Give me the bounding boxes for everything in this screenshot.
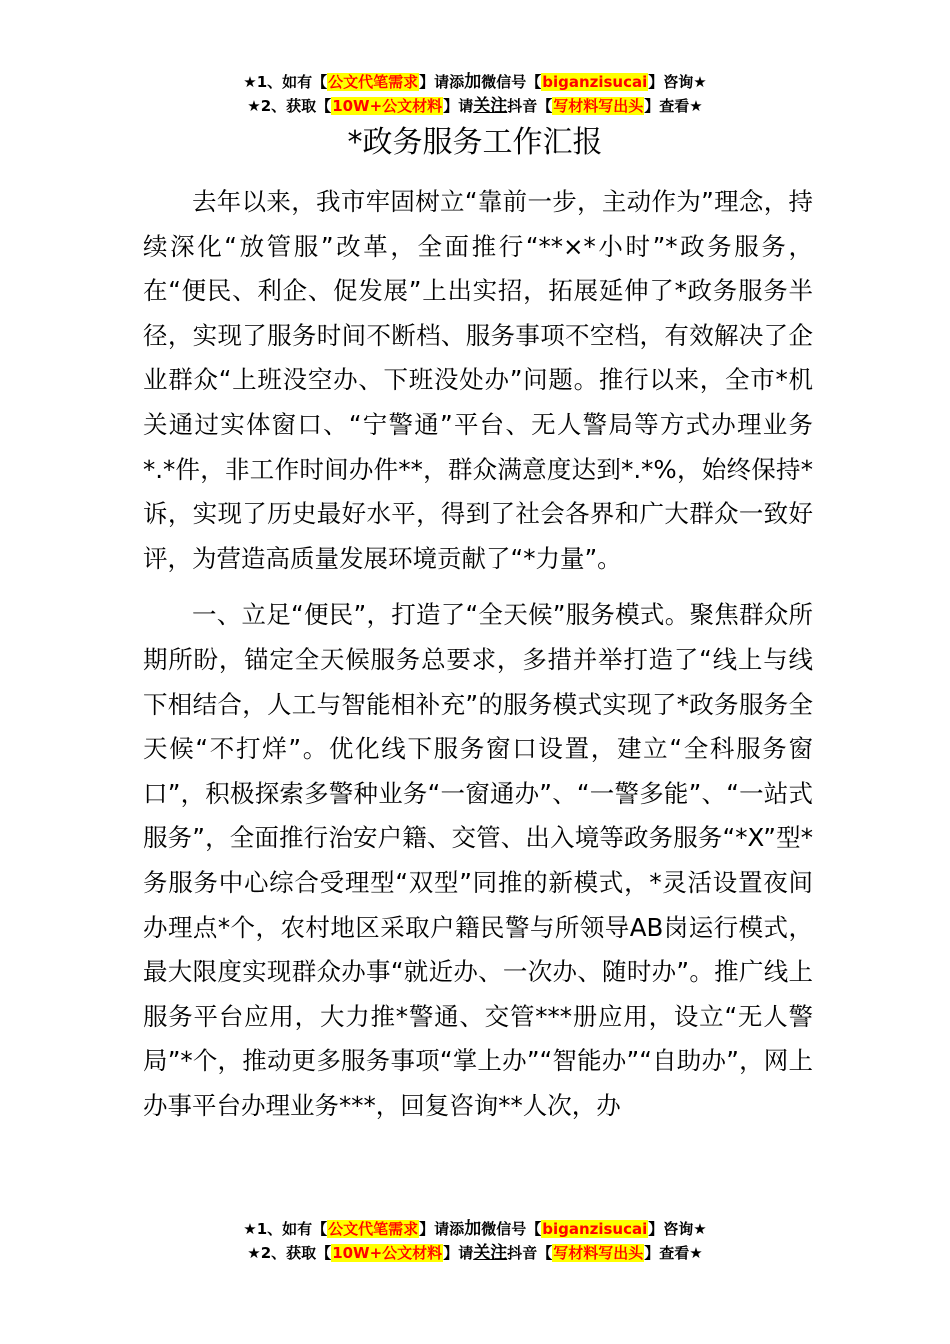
promo-text: ★2、获取【: [247, 1244, 332, 1262]
promo-emphasis: 关注: [473, 1243, 508, 1263]
promo-highlight: 写材料写出头: [553, 97, 644, 115]
promo-emphasis: 加: [464, 72, 482, 92]
promo-text: 】请: [443, 1244, 474, 1262]
promo-text: 】查看★: [644, 1244, 703, 1262]
promo-highlight: 10W+公文材料: [332, 1244, 443, 1262]
promo-text: 】请: [443, 97, 474, 115]
promo-highlight: biganzisucai: [542, 73, 648, 91]
promo-text: 】咨询★: [648, 73, 707, 91]
promo-highlight: 写材料写出头: [553, 1244, 644, 1262]
promo-line-2: [0, 94, 950, 118]
promo-text: 微信号【: [481, 73, 542, 91]
promo-text: 抖音【: [507, 97, 553, 115]
promo-line-1: [0, 70, 950, 94]
promo-text: 】咨询★: [648, 1220, 707, 1238]
promo-emphasis: 关注: [473, 96, 508, 116]
promo-emphasis: 加: [464, 1219, 482, 1239]
promo-highlight: 公文代笔需求: [328, 73, 419, 91]
promo-text: 】请添: [419, 1220, 465, 1238]
promo-text: 】请添: [419, 73, 465, 91]
document-title: *政务服务工作汇报: [347, 125, 603, 160]
promo-text: ★1、如有【: [243, 73, 328, 91]
promo-highlight: 公文代笔需求: [328, 1220, 419, 1238]
promo-text: 】查看★: [644, 97, 703, 115]
promo-highlight: biganzisucai: [542, 1220, 648, 1238]
promo-highlight: 10W+公文材料: [332, 97, 443, 115]
paragraph: 一、立足“便民”，打造了“全天候”服务模式。聚焦群众所期所盼，锚定全天候服务总要求，多措并举打造了“线上与线下相结合，人工与智能相补充”的服务模式实现了*政务服务全天候“不打烊”。优化线下服务窗口设置，建立“全科服务窗口”，积极探索多警种业务“一窗通办”、“一警多能”、“一站式服务”，全面推行治安户籍、交管、出入境等政务服务“*X”型*务服务中心综合受理型“双型”同推的新模式，*灵活设置夜间办理点*个，农村地区采取户籍民警与所领导AB岗运行模式，最大限度实现群众办事“就近办、一次办、随时办”。推广线上服务平台应用，大力推*警通、交管***册应用，设立“无人警局”*个，推动更多服务事项“掌上办”“智能办”“自助办”，网上办事平台办理业务***，回复咨询**人次，办: [143, 600, 813, 1120]
paragraph: 去年以来，我市牢固树立“靠前一步，主动作为”理念，持续深化“放管服”改革，全面推行“**×*小时”*政务服务，在“便民、利企、促发展”上出实招，拓展延伸了*政务服务半径，实现了服务时间不断档、服务事项不空档，有效解决了企业群众“上班没空办、下班没处办”问题。推行以来，全市*机关通过实体窗口、“宁警通”平台、无人警局等方式办理业务*.*件，非工作时间办件**，群众满意度达到*.*%，始终保持*诉，实现了历史最好水平，得到了社会各界和广大群众一致好评，为营造高质量发展环境贡献了“*力量”。: [143, 187, 813, 573]
document-body: [143, 180, 813, 1128]
promo-text: 抖音【: [507, 1244, 553, 1262]
promo-text: ★1、如有【: [243, 1220, 328, 1238]
promo-line-1: [0, 1217, 950, 1241]
top-promo-banner: [0, 70, 950, 118]
promo-text: 微信号【: [481, 1220, 542, 1238]
promo-text: ★2、获取【: [247, 97, 332, 115]
bottom-promo-banner: [0, 1217, 950, 1265]
promo-line-2: [0, 1241, 950, 1265]
